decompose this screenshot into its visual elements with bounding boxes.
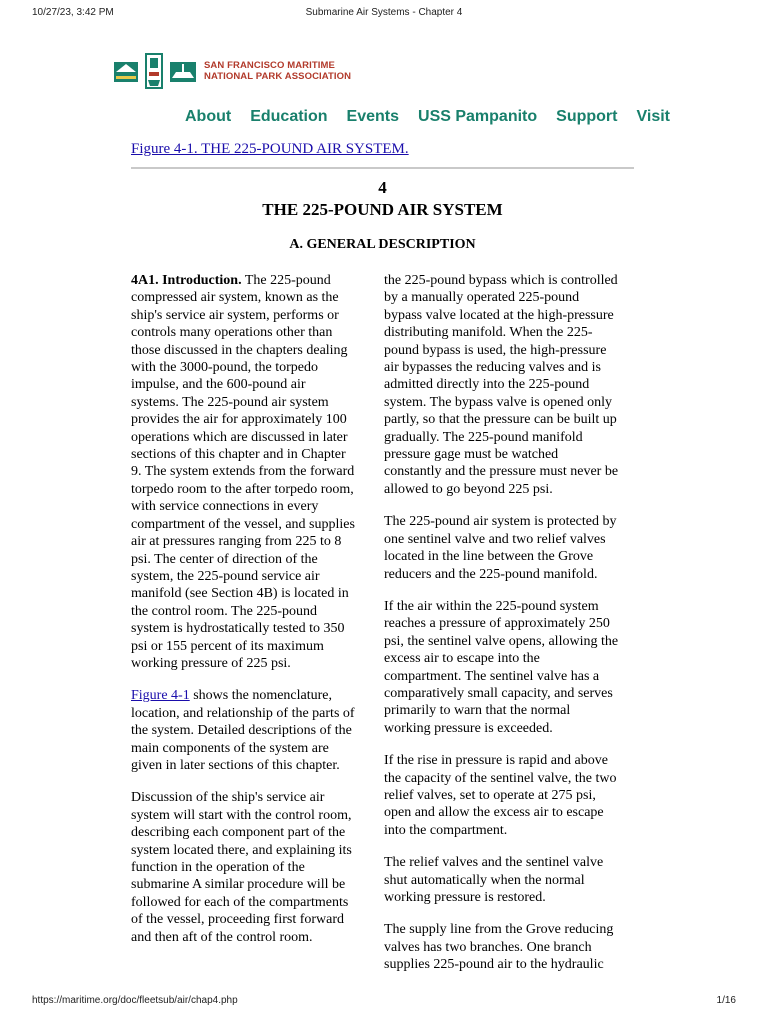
intro-line: air at pressures ranging from 225 to 8	[131, 534, 342, 550]
discussion-line: system located there, and explaining its	[131, 842, 352, 858]
intro-line: the control room. The 225-pound	[131, 603, 317, 619]
intro-line: with service connections in every	[131, 499, 319, 515]
intro-line: with the 3000-pound, the torpedo	[131, 360, 319, 376]
body-line: excess air to escape into the	[384, 651, 540, 667]
body-line: system. The bypass valve is opened only	[384, 394, 612, 410]
body-line: distributing manifold. When the 225-	[384, 325, 593, 341]
nav-about[interactable]: About	[185, 108, 232, 125]
body-line: pound bypass is used, the high-pressure	[384, 342, 607, 358]
intro-line: controls many operations other than	[131, 325, 333, 341]
figure-4-1-link[interactable]: Figure 4-1. THE 225-POUND AIR SYSTEM.	[131, 141, 409, 157]
figure-line: given in later sections of this chapter.	[131, 757, 340, 773]
figure-4-1-inline-link[interactable]: Figure 4-1	[131, 688, 190, 704]
discussion-line: submarine A similar procedure will be	[131, 877, 346, 893]
main-nav	[185, 108, 670, 126]
body-line: admitted directly into the 225-pound	[384, 377, 590, 393]
body-line: reaches a pressure of approximately 250	[384, 616, 610, 632]
nav-education[interactable]: Education	[250, 108, 328, 125]
discussion-line: describing each component part of the	[131, 825, 346, 841]
intro-line: system is hydrostatically tested to 350	[131, 621, 345, 637]
body-line: one sentinel valve and two relief valves	[384, 531, 606, 547]
left-column	[131, 272, 377, 961]
body-line: working pressure is restored.	[384, 890, 546, 905]
logo-mark-icon	[112, 50, 202, 92]
body-line: pressure gage must be watched	[384, 447, 559, 463]
logo-line-1: SAN FRANCISCO MARITIME	[204, 60, 335, 71]
print-page-number: 1/16	[716, 995, 736, 1006]
intro-line: psi or 155 percent of its maximum	[131, 638, 324, 654]
body-line: compartment. The sentinel valve has a	[384, 668, 600, 684]
relief-paragraph	[384, 752, 638, 839]
intro-line: system, the 225-pound service air	[131, 568, 320, 584]
intro-line: systems. The 225-pound air system	[131, 394, 329, 410]
intro-line-1	[131, 272, 377, 289]
intro-line-1-text: The 225-pound	[241, 273, 331, 288]
figure-line: location, and relationship of the parts of	[131, 705, 355, 721]
body-line: shut automatically when the normal	[384, 872, 585, 888]
body-line: primarily to warn that the normal	[384, 703, 571, 719]
figure-line: the system. Detailed descriptions of the	[131, 723, 352, 739]
intro-line: torpedo room to the after torpedo room,	[131, 481, 354, 497]
figure-line-1	[131, 687, 377, 704]
discussion-line: followed for each of the compartments	[131, 894, 349, 910]
intro-paragraph	[131, 272, 377, 672]
body-line: relief valves, set to operate at 275 psi,	[384, 787, 596, 803]
right-column	[384, 272, 638, 989]
intro-line: 9. The system extends from the forward	[131, 464, 355, 480]
body-line: supplies 225-pound air to the hydraulic	[384, 957, 604, 973]
body-line: If the air within the 225-pound system	[384, 598, 599, 614]
body-line: constantly and the pressure must never be	[384, 464, 619, 480]
association-logo[interactable]	[112, 50, 352, 92]
nav-events[interactable]: Events	[346, 108, 400, 125]
intro-heading: 4A1. Introduction.	[131, 273, 242, 288]
section-title: A. GENERAL DESCRIPTION	[289, 237, 476, 252]
body-line: psi, the sentinel valve opens, allowing the	[384, 633, 619, 649]
intro-line: those discussed in the chapters dealing	[131, 342, 348, 358]
intro-line: provides the air for approximately 100	[131, 412, 347, 428]
discussion-line: of the vessel, proceeding first forward	[131, 912, 345, 928]
print-url: https://maritime.org/doc/fleetsub/air/chap4.php	[32, 995, 238, 1006]
print-date: 10/27/23, 3:42 PM	[32, 7, 114, 18]
logo-text	[204, 60, 351, 82]
horizontal-rule	[131, 167, 634, 169]
body-line: The 225-pound air system is protected by	[384, 514, 617, 530]
intro-line: working pressure of 225 psi.	[131, 655, 291, 671]
intro-line: compartment of the vessel, and supplies	[131, 516, 355, 532]
intro-line: compressed air system, known as the	[131, 290, 339, 306]
body-line: partly, so that the pressure can be built up	[384, 412, 617, 428]
body-line: the capacity of the sentinel valve, the two	[384, 770, 617, 786]
body-line: bypass valve located at the high-pressure	[384, 307, 614, 323]
body-line: gradually. The 225-pound manifold	[384, 429, 583, 445]
discussion-paragraph	[131, 789, 377, 946]
discussion-line: and then aft of the control room.	[131, 929, 313, 945]
body-line: air bypasses the reducing valves and is	[384, 360, 601, 376]
body-line: The supply line from the Grove reducing	[384, 922, 614, 938]
nav-visit[interactable]: Visit	[636, 108, 670, 125]
intro-line: manifold (see Section 4B) is located in	[131, 586, 349, 602]
sentinel-paragraph	[384, 598, 638, 737]
intro-line: sections of this chapter and in Chapter	[131, 447, 346, 463]
protection-paragraph	[384, 513, 638, 583]
figure-paragraph	[131, 687, 377, 774]
body-line: The relief valves and the sentinel valve	[384, 855, 604, 871]
intro-line: psi. The center of direction of the	[131, 551, 318, 567]
nav-uss-pampanito[interactable]: USS Pampanito	[418, 108, 538, 125]
nav-support[interactable]: Support	[556, 108, 618, 125]
body-line: comparatively small capacity, and serves	[384, 685, 613, 701]
body-line: working pressure is exceeded.	[384, 720, 553, 736]
body-line: valves has two branches. One branch	[384, 939, 592, 955]
chapter-number: 4	[378, 178, 387, 197]
figure-line: main components of the system are	[131, 740, 329, 756]
bypass-paragraph	[384, 272, 638, 498]
figure-line-1-text: shows the nomenclature,	[189, 688, 333, 704]
body-line: the 225-pound bypass which is controlled	[384, 273, 618, 288]
body-line: reducers and the 225-pound manifold.	[384, 566, 598, 582]
print-title: Submarine Air Systems - Chapter 4	[305, 7, 463, 18]
intro-line: operations which are discussed in later	[131, 429, 348, 445]
restore-paragraph	[384, 854, 638, 906]
supply-line-paragraph	[384, 921, 638, 973]
intro-line: impulse, and the 600-pound air	[131, 377, 306, 393]
discussion-line: Discussion of the ship's service air	[131, 790, 325, 806]
body-line: by a manually operated 225-pound	[384, 290, 580, 306]
logo-line-2: NATIONAL PARK ASSOCIATION	[204, 71, 352, 82]
discussion-line: system will start with the control room,	[131, 807, 352, 823]
body-line: If the rise in pressure is rapid and above	[384, 753, 608, 769]
chapter-title: THE 225-POUND AIR SYSTEM	[262, 200, 503, 219]
body-line: allowed to go beyond 225 psi.	[384, 481, 553, 497]
body-line: open and allow the excess air to escape	[384, 805, 604, 821]
body-line: located in the line between the Grove	[384, 549, 594, 565]
intro-line: ship's service air system, performs or	[131, 307, 339, 323]
discussion-line: function in the operation of the	[131, 860, 305, 875]
body-line: into the compartment.	[384, 822, 508, 838]
